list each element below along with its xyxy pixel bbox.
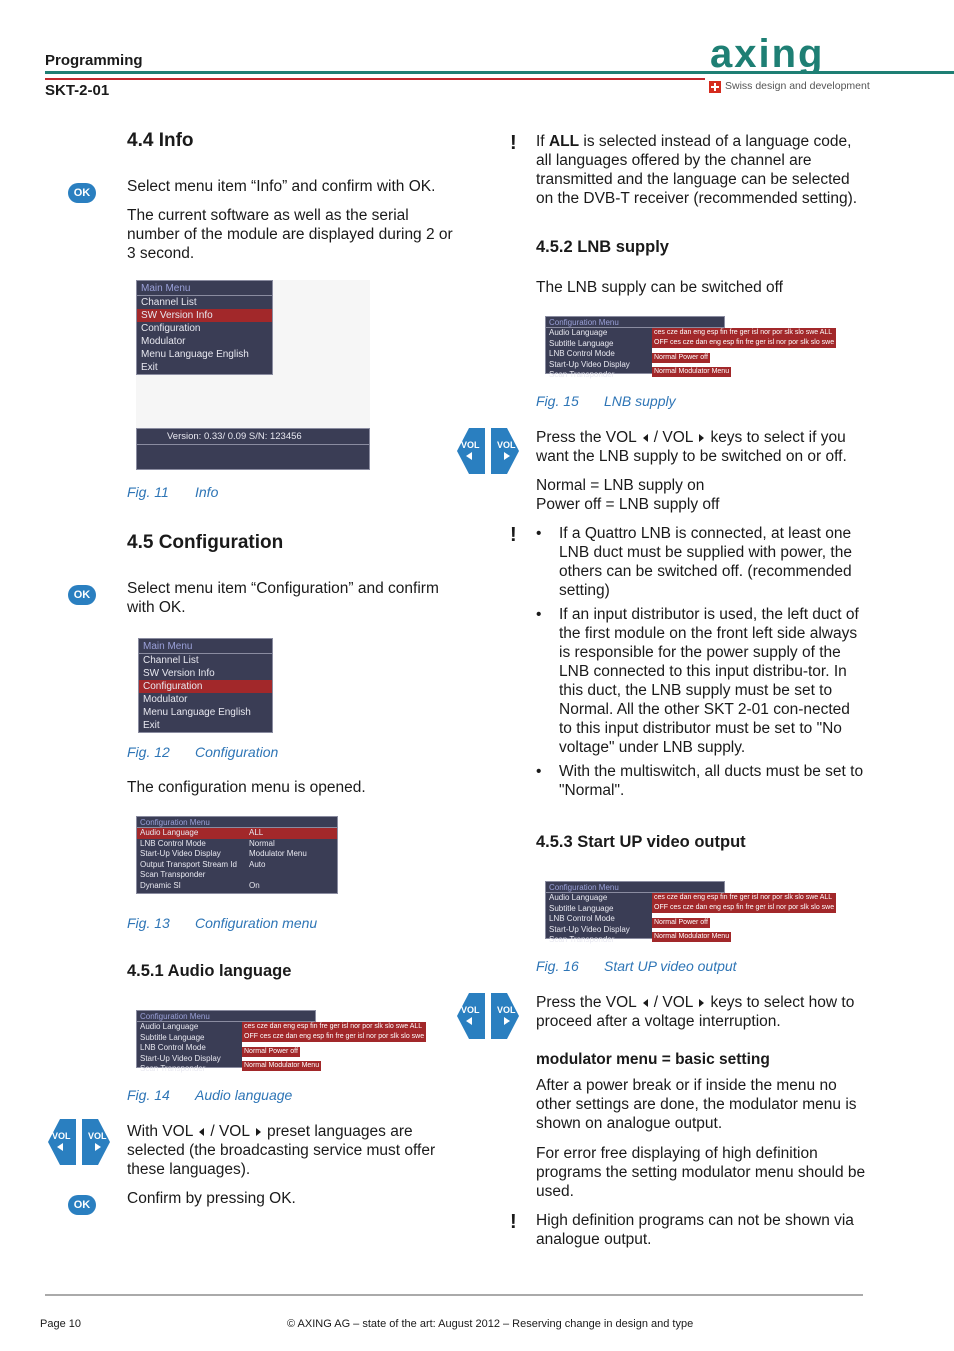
config-key: Start-Up Video Display — [140, 849, 221, 858]
s45-p2: The configuration menu is opened. — [127, 779, 366, 796]
section-4-5-1-title: 4.5.1 Audio language — [127, 962, 292, 980]
fig-number: Fig. 15 — [536, 393, 579, 409]
menu-item: Configuration — [141, 323, 201, 334]
exclamation-icon: ! — [510, 1211, 517, 1233]
vol-label-right: VOL — [497, 1005, 516, 1015]
fig-number: Fig. 13 — [127, 915, 170, 931]
config-row: Audio Language — [140, 1022, 199, 1031]
exclamation-icon: ! — [510, 132, 517, 154]
exclamation-icon: ! — [510, 524, 517, 546]
option-row: Normal Modulator Menu — [654, 368, 730, 375]
s453-p1: Press the VOL / VOL keys to select how to proceed after a voltage interruption. — [536, 994, 855, 1030]
menu-item: Exit — [143, 720, 160, 731]
config-row: LNB Control Mode — [140, 1043, 206, 1052]
config-menu-title: Configuration Menu — [546, 317, 724, 328]
vol-icon-svg — [46, 1117, 112, 1167]
ok-button-icon: OK — [68, 183, 96, 203]
option-row: Normal Power off — [654, 919, 708, 926]
s44-p2: The current software as well as the serial number of the module are displayed during 2 or 3 second. — [127, 207, 453, 262]
header-doc-id: SKT-2-01 — [45, 82, 110, 99]
list-item: • If an input distributor is used, the left duct of the first module on the front left side always is responsible for the power supply of the LNB connected to this input distribu-tor. In this duct, the LNB supply must be set to Normal. All the other SKT 2-01 con-nected to this input distributor must be set to "No voltage" under LNB supply. — [536, 605, 866, 757]
option-row: ces cze dan eng esp fin fre ger isl nor por slk slo swe ALL — [242, 1022, 426, 1032]
vol-label-left: VOL — [52, 1131, 71, 1141]
fig-title: Audio language — [195, 1087, 293, 1103]
config-value: On — [249, 880, 260, 890]
option-row: Normal Modulator Menu — [244, 1062, 320, 1069]
config-row: Audio Language — [549, 893, 608, 902]
vol-label-left: VOL — [461, 1005, 480, 1015]
config-row: Subtitle Language — [140, 1032, 205, 1042]
header-rule-red — [45, 78, 705, 80]
section-4-5-title: 4.5 Configuration — [127, 532, 284, 553]
config-row: Start-Up Video Display — [140, 1053, 221, 1063]
option-row: Normal Power off — [654, 354, 708, 361]
s453-note: High definition programs can not be shown via analogue output. — [536, 1212, 854, 1248]
main-menu-fig12 — [138, 638, 273, 733]
vol-left-right-icon — [46, 1117, 112, 1167]
footer-rule — [45, 1294, 863, 1296]
arrow-right-icon — [699, 999, 704, 1007]
s452-normal: Normal = LNB supply on — [536, 477, 705, 494]
option-row: Normal Modulator Menu — [654, 933, 730, 940]
config-row: Scan Transponder — [140, 1064, 206, 1073]
footer-copyright: © AXING AG – state of the art: August 2012 – Reserving change in design and type — [287, 1318, 694, 1330]
ok-button-icon: OK — [68, 1195, 96, 1215]
config-key: Audio Language — [140, 828, 199, 837]
fig-title: Configuration menu — [195, 915, 318, 931]
s45-p1: Select menu item “Configuration” and confirm with OK. — [127, 580, 439, 616]
arrow-left-icon — [643, 999, 648, 1007]
s452-p2: Press the VOL / VOL keys to select if you want the LNB supply to be switched on or off. — [536, 429, 847, 465]
menu-item: Channel List — [141, 297, 197, 308]
option-row: ces cze dan eng esp fin fre ger isl nor por slk slo swe ALL — [652, 893, 836, 903]
section-4-5-3-title: 4.5.3 Start UP video output — [536, 833, 746, 851]
menu-item: Modulator — [143, 694, 188, 705]
option-row: Normal Power off — [244, 1048, 298, 1055]
config-key: Scan Transponder — [140, 870, 206, 879]
vol-label-left: VOL — [461, 440, 480, 450]
config-row — [137, 839, 337, 850]
fig-title: Start UP video output — [604, 958, 737, 974]
version-bar: Version: 0.33/ 0.09 S/N: 123456 — [137, 429, 369, 445]
config-row: Start-Up Video Display — [549, 359, 630, 369]
config-row — [137, 849, 337, 860]
section-4-4-title: 4.4 Info — [127, 130, 194, 151]
menu-item: Menu Language English — [143, 707, 251, 718]
fig13-caption — [127, 914, 317, 933]
header-section: Programming — [45, 52, 143, 69]
config-row: Start-Up Video Display — [549, 924, 630, 934]
option-row: ces cze dan eng esp fin fre ger isl nor por slk slo swe ALL — [652, 328, 836, 338]
config-row: LNB Control Mode — [549, 914, 615, 923]
swiss-flag-icon — [709, 81, 721, 93]
menu-item: Channel List — [143, 655, 199, 666]
config-menu-title: Configuration Menu — [137, 817, 337, 828]
version-panel — [136, 428, 370, 470]
logo-text: axing — [710, 36, 825, 74]
fig12-caption — [127, 743, 278, 762]
option-row: OFF ces cze dan eng esp fin fre ger isl nor por slk slo swe — [244, 1033, 425, 1040]
s451-p2: Confirm by pressing OK. — [127, 1190, 296, 1207]
vol-icon-svg — [455, 426, 521, 476]
vol-icon-svg — [455, 991, 521, 1041]
axing-logo — [708, 36, 878, 74]
menu-item-selected: SW Version Info — [137, 309, 272, 322]
option-row: OFF ces cze dan eng esp fin fre ger isl nor por slk slo swe — [654, 339, 835, 346]
s453-p2: After a power break or if inside the menu no other settings are done, the modulator menu is shown on analogue output. — [536, 1077, 857, 1132]
s452-p1: The LNB supply can be switched off — [536, 279, 783, 296]
fig16-caption — [536, 957, 737, 976]
config-value: Normal — [249, 838, 275, 848]
config-value: Modulator Menu — [249, 849, 307, 858]
menu-item: SW Version Info — [143, 668, 215, 679]
config-row — [137, 881, 337, 892]
s452-poweroff: Power off = LNB supply off — [536, 496, 720, 513]
config-row: Audio Language — [549, 328, 608, 337]
fig14-caption — [127, 1086, 292, 1105]
fig-number: Fig. 11 — [127, 484, 169, 500]
page-number: Page 10 — [40, 1318, 81, 1330]
list-item: • If a Quattro LNB is connected, at least one LNB duct must be supplied with power, the others can be switched off. (recommended setting) — [536, 524, 866, 600]
config-row: Scan Transponder — [549, 935, 615, 944]
vol-label-right: VOL — [497, 440, 516, 450]
config-row-selected — [137, 828, 337, 839]
config-menu-fig13 — [136, 816, 338, 894]
config-row: Scan Transponder — [549, 370, 615, 379]
fig-title: Info — [195, 484, 219, 500]
arrow-left-icon — [643, 434, 648, 442]
config-row — [137, 860, 337, 871]
config-menu-title: Configuration Menu — [137, 1011, 315, 1022]
fig-title: LNB supply — [604, 393, 676, 409]
s451-p1: With VOL / VOL preset languages are selected (the broadcasting service must offer these languages). — [127, 1123, 436, 1178]
menu-item: Modulator — [141, 336, 186, 347]
config-key: Dynamic SI — [140, 880, 181, 890]
config-row: Subtitle Language — [549, 338, 614, 348]
tagline-text: Swiss design and development — [725, 80, 870, 92]
main-menu-fig11 — [136, 280, 273, 375]
vol-label-right: VOL — [88, 1131, 107, 1141]
lnb-notes-list — [536, 524, 866, 805]
tagline — [709, 77, 870, 96]
config-menu-title: Configuration Menu — [546, 882, 724, 893]
config-row: LNB Control Mode — [549, 349, 615, 358]
note-all: If ALL is selected instead of a language code, all languages offered by the channel are transmitted and the language can be selected on the DVB-T receiver (recommended setting). — [536, 133, 858, 207]
options-list-fig14 — [242, 1022, 426, 1071]
menu-title: Main Menu — [137, 281, 272, 296]
arrow-right-icon — [256, 1128, 261, 1136]
config-value: Auto — [249, 859, 266, 869]
config-key: Output Transport Stream Id — [140, 859, 237, 869]
config-row: Subtitle Language — [549, 903, 614, 913]
menu-title: Main Menu — [139, 639, 272, 654]
config-row — [137, 870, 337, 881]
options-list-fig15 — [652, 328, 836, 377]
config-value: ALL — [249, 828, 264, 837]
s453-p3: For error free displaying of high definition programs the setting modulator menu should be used. — [536, 1145, 866, 1200]
arrow-right-icon — [699, 434, 704, 442]
arrow-left-icon — [199, 1128, 204, 1136]
menu-item: Menu Language English — [141, 349, 249, 360]
option-row: OFF ces cze dan eng esp fin fre ger isl nor por slk slo swe — [654, 904, 835, 911]
ok-button-icon: OK — [68, 585, 96, 605]
s44-p1: Select menu item “Info” and confirm with OK. — [127, 178, 436, 195]
menu-item: Exit — [141, 362, 158, 373]
fig11-caption — [127, 483, 218, 502]
config-key: LNB Control Mode — [140, 838, 206, 848]
fig-number: Fig. 16 — [536, 958, 579, 974]
options-list-fig16 — [652, 893, 836, 942]
fig-title: Configuration — [195, 744, 279, 760]
list-item: • With the multiswitch, all ducts must be set to "Normal". — [536, 762, 866, 800]
fig-number: Fig. 12 — [127, 744, 170, 760]
fig-number: Fig. 14 — [127, 1087, 170, 1103]
s453-bold: modulator menu = basic setting — [536, 1051, 770, 1068]
vol-left-right-icon — [455, 991, 521, 1041]
section-4-5-2-title: 4.5.2 LNB supply — [536, 238, 669, 256]
vol-left-right-icon — [455, 426, 521, 476]
menu-item-selected: Configuration — [139, 680, 272, 693]
fig15-caption — [536, 392, 676, 411]
